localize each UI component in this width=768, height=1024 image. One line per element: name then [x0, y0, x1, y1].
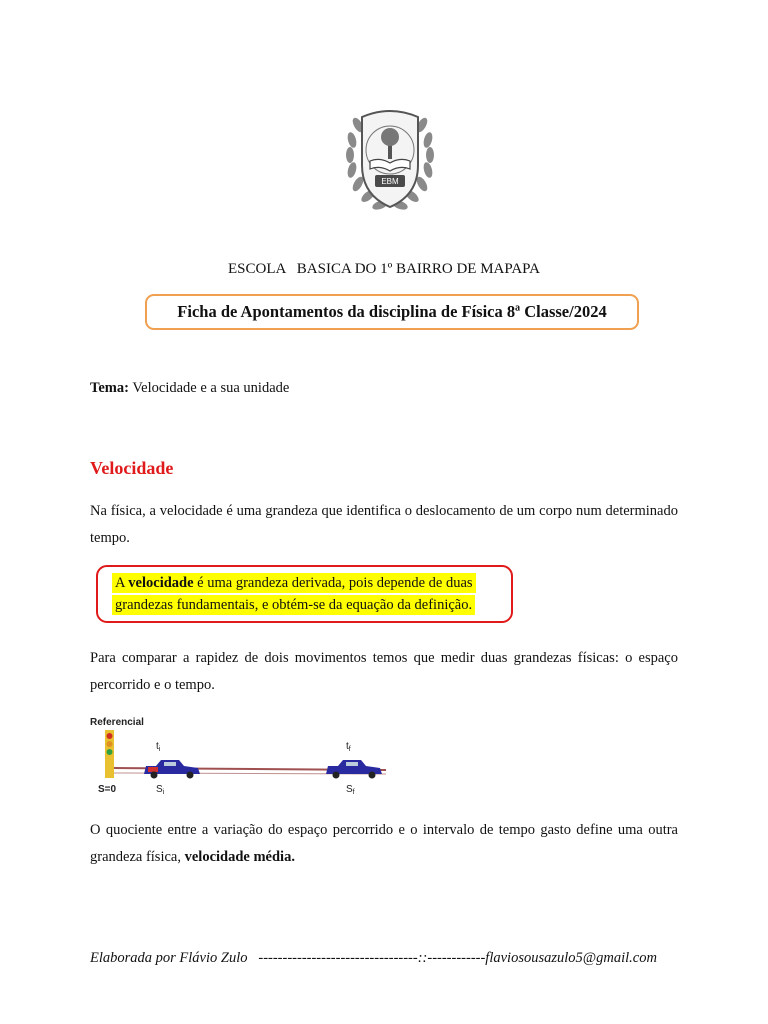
- car-initial-icon: [144, 760, 200, 779]
- average-velocity-term: velocidade média.: [184, 849, 295, 865]
- definition-line-2: grandezas fundamentais, e obtém-se da equação da definição.: [112, 595, 475, 615]
- light-amber-icon: [107, 741, 113, 747]
- definition-prefix: A: [115, 575, 129, 591]
- paragraph-average-velocity-text: O quociente entre a variação do espaço percorrido e o intervalo de tempo gasto define uma outra grandeza física,: [90, 822, 678, 865]
- paragraph-intro: Na física, a velocidade é uma grandeza que identifica o deslocamento de um corpo num determinado tempo.: [90, 503, 678, 546]
- origin-label: S=0: [98, 784, 117, 795]
- definition-line-1: [112, 573, 476, 593]
- worksheet-title-box: [145, 294, 639, 330]
- light-green-icon: [107, 749, 113, 755]
- sf-label: $S_f$: [346, 784, 355, 796]
- paragraph-comparison: Para comparar a rapidez de dois movimentos temos que medir duas grandezas físicas: o espaço percorrido e o tempo.: [90, 650, 678, 693]
- topic-label: Tema:: [90, 380, 129, 396]
- definition-rest: é uma grandeza derivada, pois depende de duas: [193, 575, 473, 591]
- si-label: $S_i$: [156, 784, 165, 796]
- paragraph-average-velocity: [90, 817, 678, 871]
- topic-value: Velocidade e a sua unidade: [132, 380, 290, 396]
- tf-label: $t_f$: [346, 741, 351, 753]
- ti-label: $t_i$: [156, 741, 161, 753]
- car-final-icon: [326, 760, 382, 779]
- topic-line: [90, 380, 289, 397]
- section-heading: Velocidade: [90, 458, 174, 478]
- referencial-label: Referencial: [90, 717, 144, 728]
- worksheet-title: Ficha de Apontamentos da disciplina de Física 8ª Classe/2024: [177, 302, 607, 321]
- light-red-icon: [107, 733, 113, 739]
- definition-term: velocidade: [128, 575, 194, 591]
- school-logo: [340, 95, 440, 235]
- school-name: ESCOLA BASICA DO 1º BAIRRO DE MAPAPA: [228, 261, 540, 277]
- emblem-badge-text: EBM: [381, 177, 399, 186]
- motion-diagram: [86, 712, 396, 802]
- footer-credit: Elaborada por Flávio Zulo ---------------------------------::------------flaviosousazulo5@gmail.com: [90, 950, 657, 966]
- school-emblem-icon: [340, 95, 440, 235]
